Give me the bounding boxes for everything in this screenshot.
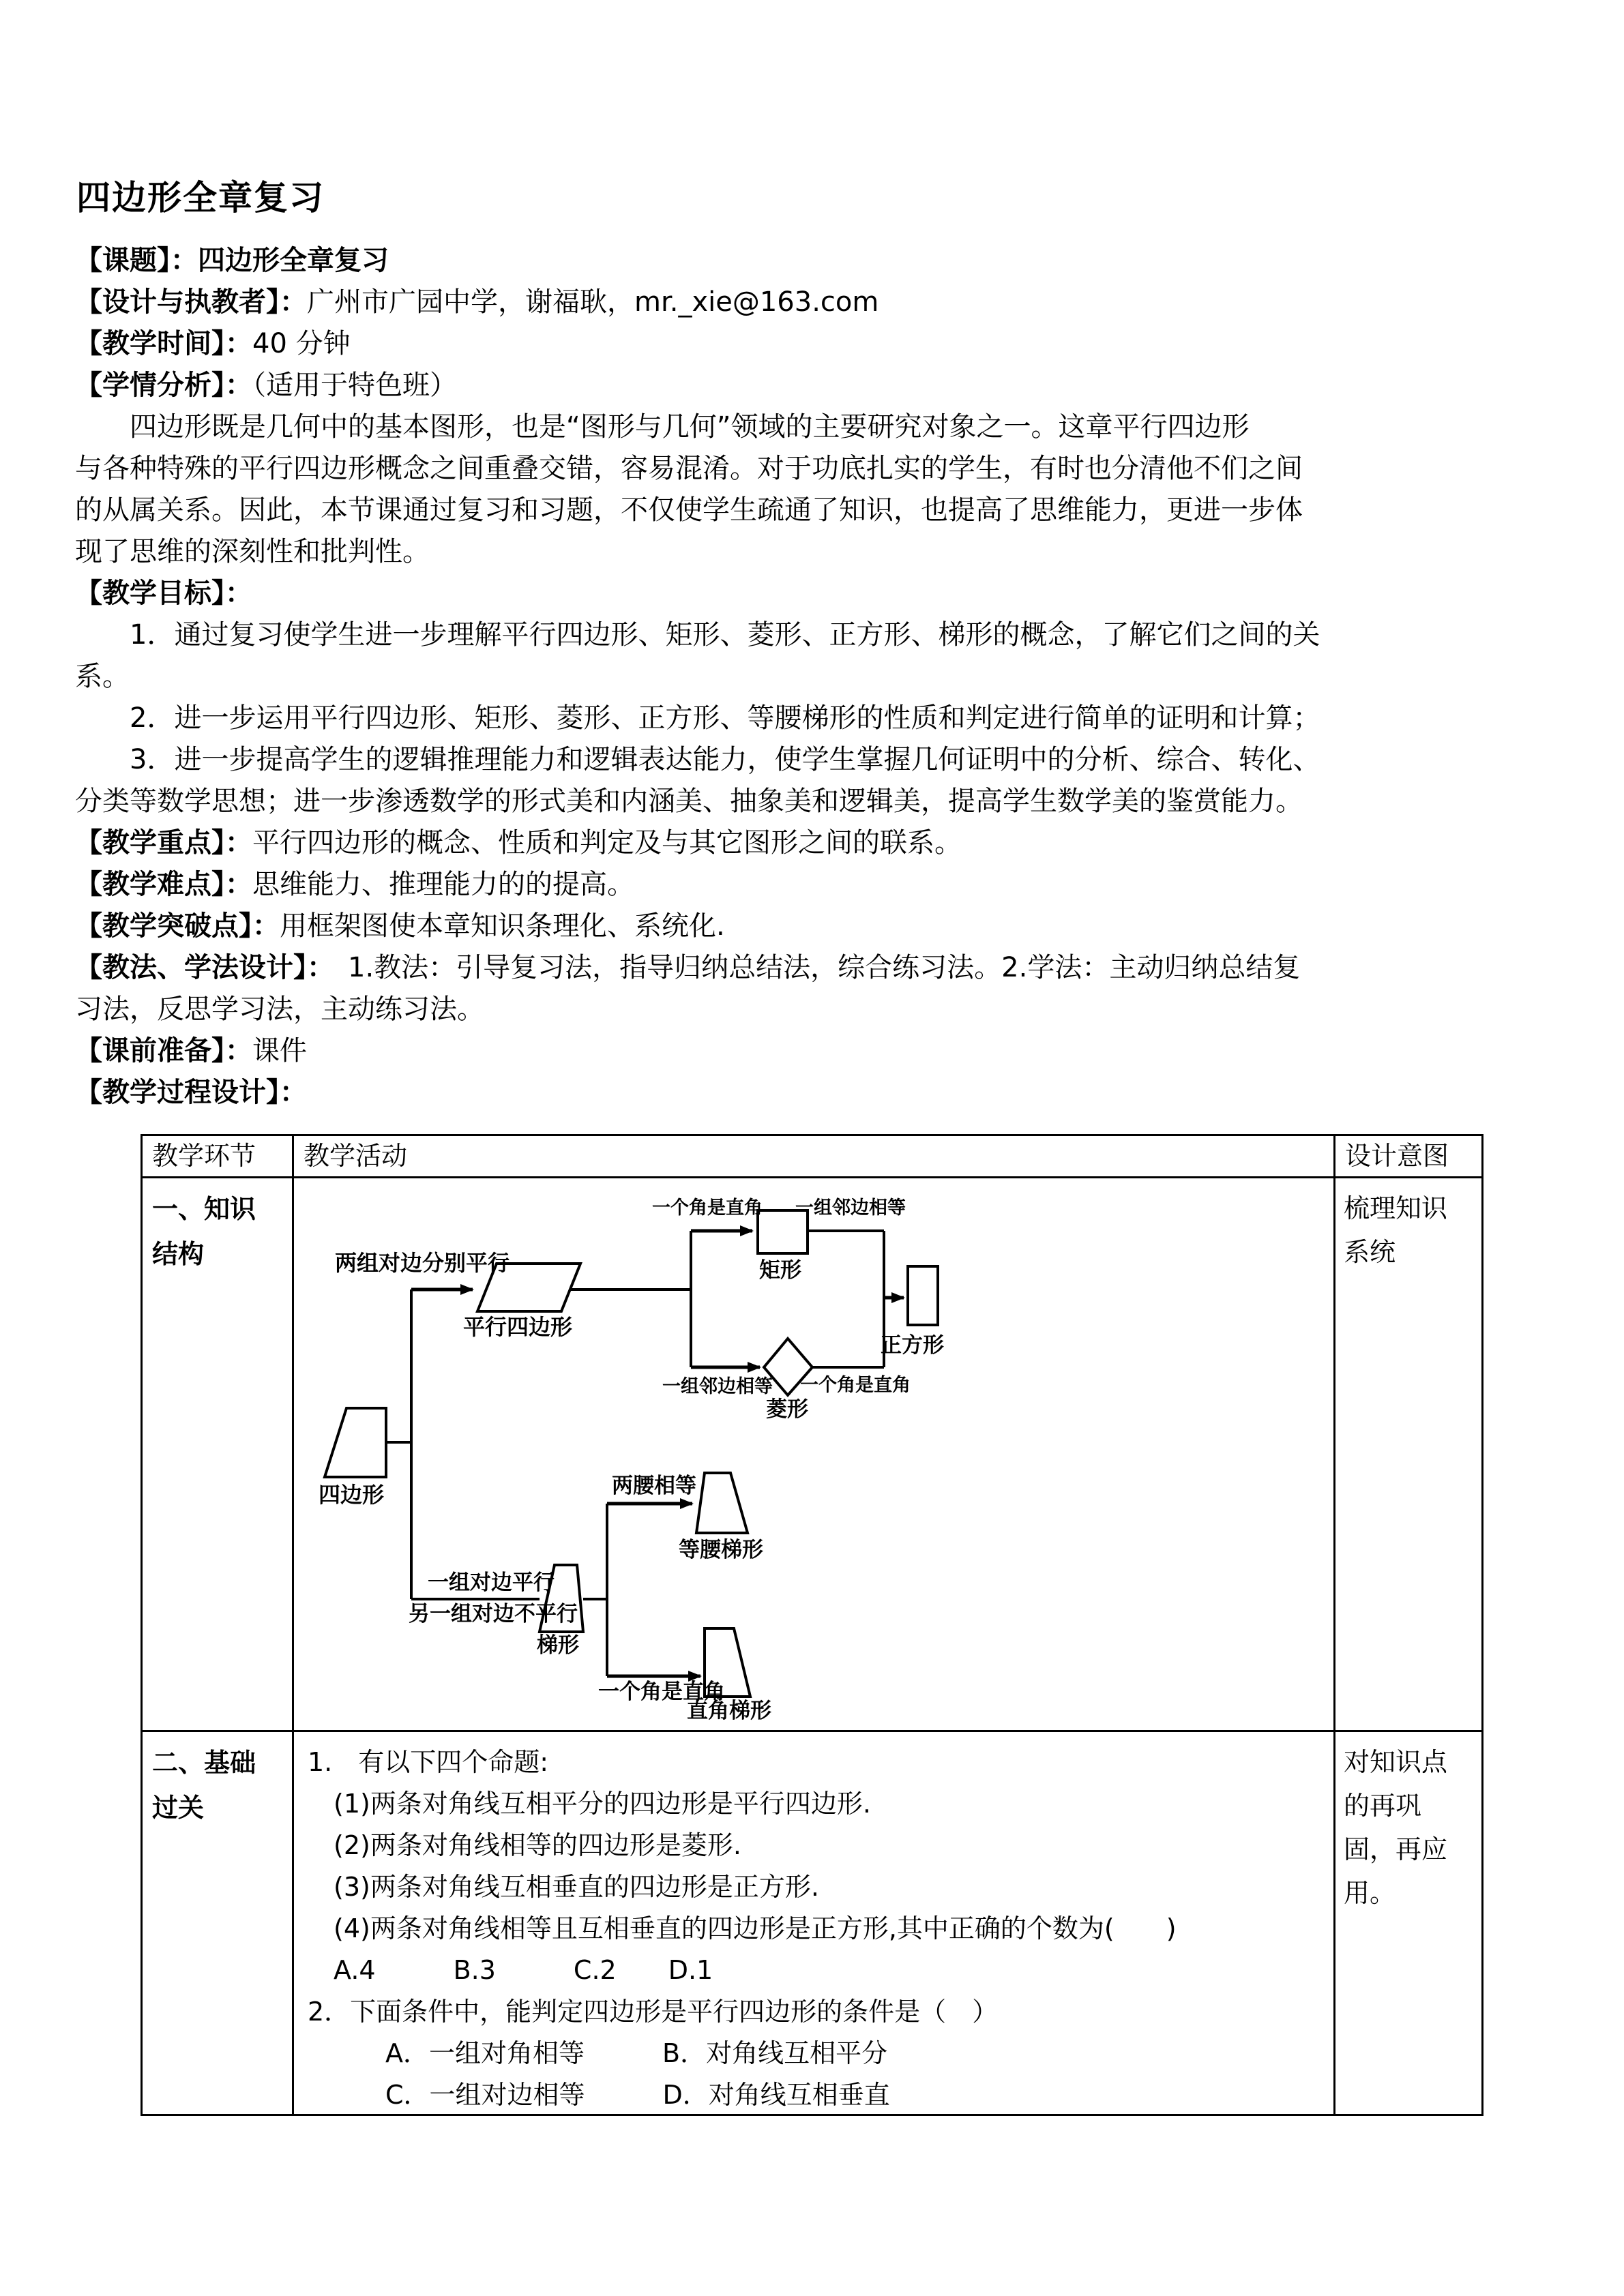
- row2-intent-line: 对知识点: [1344, 1747, 1448, 1777]
- doc-line-breakthrough: 【教学突破点】：用框架图使本章知识条理化、系统化.: [75, 910, 725, 942]
- doc-line-designer: 【设计与执教者】：广州市广园中学，谢福耿，mr._xie@163.com: [75, 286, 879, 318]
- cond-two-pairs-parallel: 两组对边分别平行: [335, 1250, 510, 1276]
- cond-other-pair-not-parallel: 另一组对边不平行: [409, 1602, 578, 1626]
- table-header-stage: 教学环节: [143, 1136, 294, 1178]
- cond-one-pair-parallel: 一组对边平行: [428, 1570, 555, 1595]
- row1-stage-line: 结构: [152, 1239, 205, 1269]
- row2-intent-cell: [1335, 1732, 1481, 2114]
- cond-right-angle-top: 一个角是直角: [652, 1197, 763, 1219]
- question-options-line: A．一组对角相等 B．对角线互相平分: [308, 2038, 888, 2068]
- question-line: 2．下面条件中，能判定四边形是平行四边形的条件是（ ）: [308, 1997, 999, 2027]
- isosceles-trapezoid-shape: [696, 1473, 748, 1533]
- question-line: (3)两条对角线互相垂直的四边形是正方形.: [308, 1872, 819, 1902]
- row2-intent-line: 用。: [1344, 1878, 1396, 1908]
- document-body: [75, 240, 1562, 1114]
- node-trapezoid-label: 梯形: [537, 1633, 579, 1658]
- doc-goal-item: 系。: [75, 661, 130, 692]
- question-line: 1. 有以下四个命题:: [308, 1747, 549, 1777]
- cond-right-angle-to-square: 一个角是直角: [800, 1375, 911, 1396]
- question-line: (2)两条对角线相等的四边形是菱形.: [308, 1830, 741, 1860]
- square-shape: [908, 1266, 938, 1325]
- table-header-activity: 教学活动: [294, 1136, 1335, 1178]
- page-title: 四边形全章复习: [76, 178, 325, 218]
- question-line: (4)两条对角线相等且互相垂直的四边形是正方形,其中正确的个数为( ): [308, 1913, 1177, 1943]
- doc-paragraph-line: 的从属关系。因此，本节课通过复习和习题，不仅使学生疏通了知识，也提高了思维能力，更进一步体: [75, 494, 1303, 526]
- doc-line-preparation: 【课前准备】：课件: [75, 1035, 307, 1067]
- doc-goal-item: 3．进一步提高学生的逻辑推理能力和逻辑表达能力，使学生掌握几何证明中的分析、综合、转化、: [130, 744, 1320, 775]
- knowledge-structure-flowchart: [294, 1178, 1335, 1732]
- doc-goal-item: 分类等数学思想；进一步渗透数学的形式美和内涵美、抽象美和逻辑美，提高学生数学美的鉴赏能力。: [75, 786, 1303, 817]
- row2-stage-line: 过关: [152, 1793, 205, 1823]
- node-isosceles-trapezoid-label: 等腰梯形: [679, 1538, 763, 1562]
- question-options-line: C．一组对边相等 D．对角线互相垂直: [308, 2080, 890, 2110]
- cond-adjacent-equal-bottom: 一组邻边相等: [662, 1376, 773, 1397]
- table-header-intent: 设计意图: [1335, 1136, 1481, 1178]
- row1-stage-line: 一、知识: [152, 1194, 256, 1224]
- row1-intent-line: 系统: [1344, 1237, 1396, 1267]
- doc-paragraph-line: 现了思维的深刻性和批判性。: [75, 536, 430, 567]
- row2-intent-line: 固，再应: [1344, 1834, 1448, 1864]
- row2-questions-cell: [294, 1732, 1335, 2114]
- cond-legs-equal: 两腰相等: [612, 1474, 696, 1498]
- node-quadrilateral-label: 四边形: [319, 1482, 385, 1508]
- row2-stage-line: 二、基础: [152, 1748, 256, 1778]
- node-rhombus-label: 菱形: [766, 1397, 808, 1422]
- node-square-label: 正方形: [881, 1333, 944, 1358]
- cond-adjacent-equal-top: 一组邻边相等: [795, 1197, 906, 1219]
- doc-line-methods-wrap: 习法，反思学习法，主动练习法。: [75, 994, 484, 1025]
- doc-line-methods: 【教法、学法设计】： 1.教法：引导复习法，指导归纳总结法，综合练习法。2.学法：主动归纳总结复: [75, 952, 1301, 983]
- row1-stage-cell: [143, 1178, 294, 1732]
- row2-stage-cell: [143, 1732, 294, 2114]
- row2-intent-line: 的再巩: [1344, 1791, 1422, 1821]
- cond-right-angle-to-right-trap: 一个角是直角: [598, 1680, 725, 1704]
- doc-goal-item: 1．通过复习使学生进一步理解平行四边形、矩形、菱形、正方形、梯形的概念，了解它们之间的关: [130, 619, 1320, 651]
- doc-line-keti: 【课题】：四边形全章复习: [75, 245, 389, 276]
- doc-line-time: 【教学时间】：40 分钟: [75, 328, 351, 359]
- doc-line-analysis: 【学情分析】：（适用于特色班）: [75, 370, 457, 401]
- node-right-trapezoid-label: 直角梯形: [687, 1699, 771, 1723]
- doc-line-goals: 【教学目标】：: [75, 578, 252, 609]
- node-parallelogram-label: 平行四边形: [463, 1314, 573, 1340]
- doc-goal-item: 2．进一步运用平行四边形、矩形、菱形、正方形、等腰梯形的性质和判定进行简单的证明和计算；: [130, 702, 1320, 734]
- question-options-line: A.4 B.3 C.2 D.1: [308, 1955, 713, 1985]
- doc-line-key-point: 【教学重点】：平行四边形的概念、性质和判定及与其它图形之间的联系。: [75, 827, 962, 859]
- doc-line-difficulty: 【教学难点】：思维能力、推理能力的的提高。: [75, 869, 634, 900]
- doc-paragraph-line: 与各种特殊的平行四边形概念之间重叠交错，容易混淆。对于功底扎实的学生，有时也分清他不们之间: [75, 453, 1303, 484]
- doc-line-process: 【教学过程设计】：: [75, 1077, 307, 1108]
- row1-intent-cell: [1335, 1178, 1481, 1732]
- doc-paragraph-line: 四边形既是几何中的基本图形，也是“图形与几何”领域的主要研究对象之一。这章平行四边形: [130, 411, 1250, 443]
- node-rectangle-label: 矩形: [759, 1258, 801, 1283]
- quadrilateral-shape: [325, 1408, 386, 1477]
- lesson-plan-table: [141, 1134, 1483, 2116]
- question-line: (1)两条对角线互相平分的四边形是平行四边形.: [308, 1789, 871, 1819]
- row1-intent-line: 梳理知识: [1344, 1193, 1448, 1223]
